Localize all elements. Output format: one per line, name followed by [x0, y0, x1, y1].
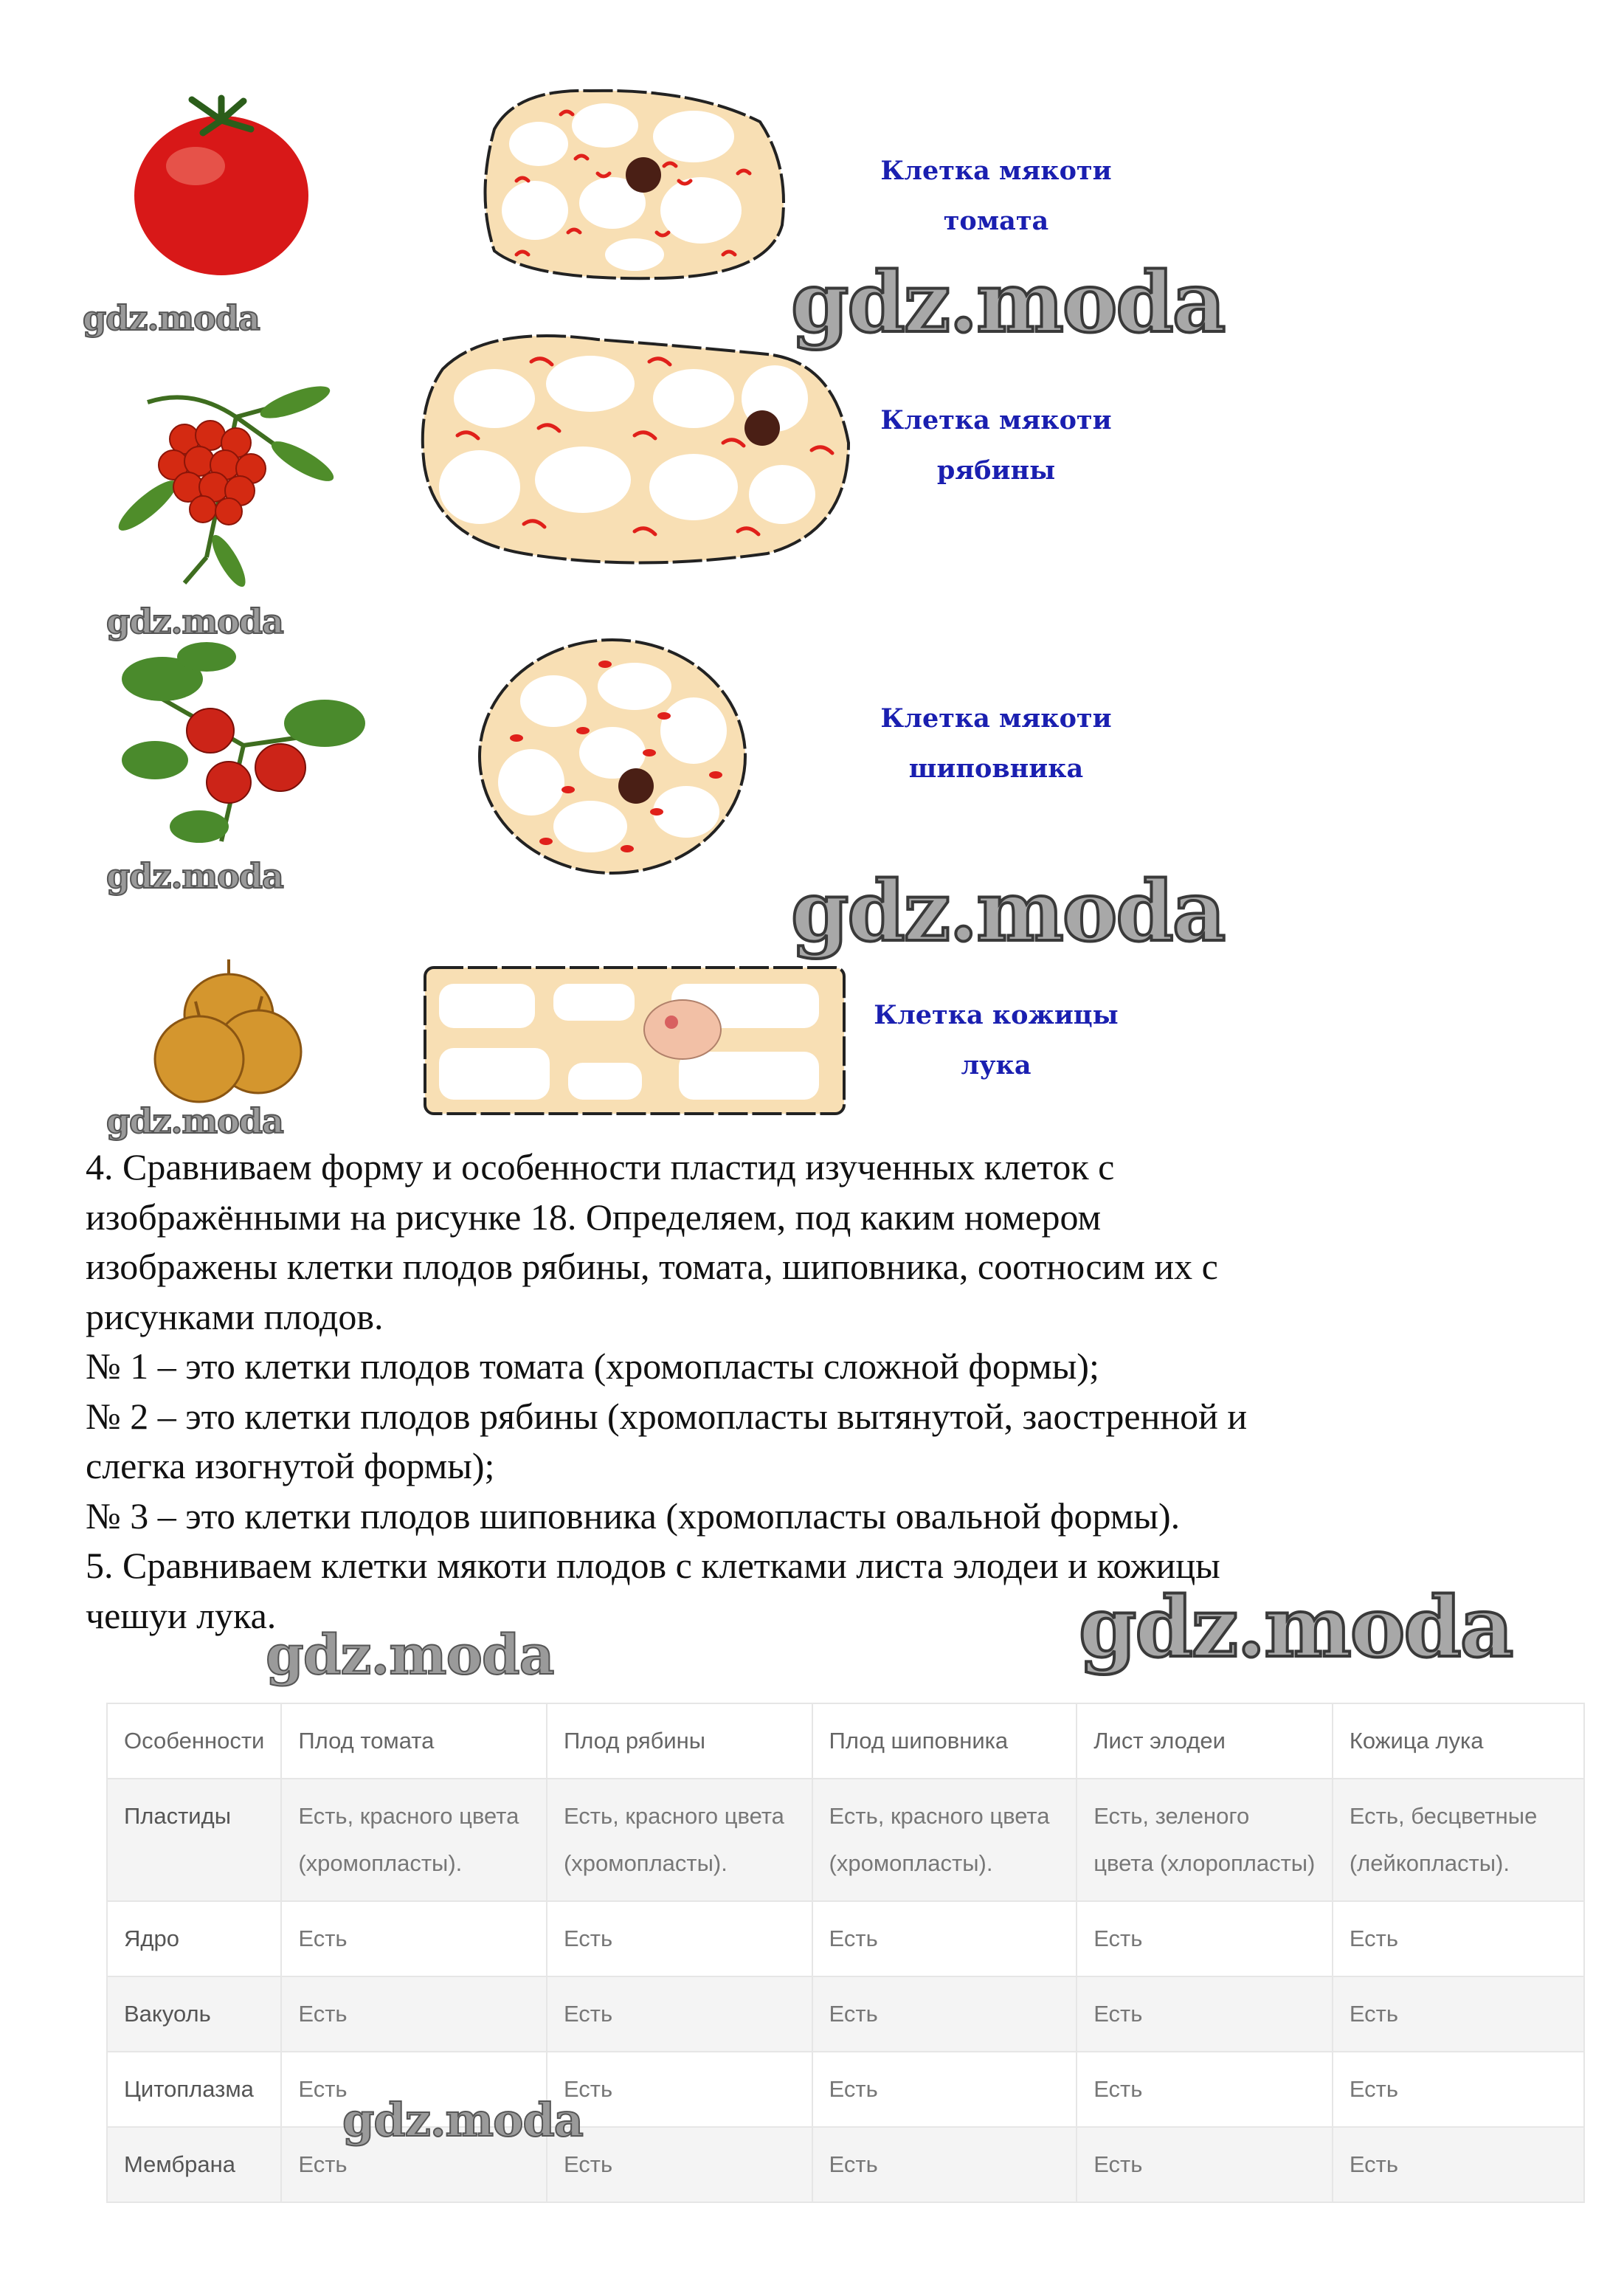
rowan-cell-diagram: [413, 317, 856, 572]
caption-line: Клетка мякоти: [880, 703, 1112, 734]
table-cell: Есть: [812, 2127, 1077, 2202]
table-row: [107, 1976, 1584, 2052]
table-row-label: Мембрана: [107, 2127, 281, 2202]
table-cell: Есть, бесцветные (лейкопласты).: [1333, 1779, 1584, 1901]
text-line: рисунками плодов.: [86, 1295, 384, 1337]
watermark: gdz.moda: [106, 856, 283, 896]
tomato-image: [125, 92, 317, 284]
watermark: gdz.moda: [342, 2093, 583, 2147]
table-cell: Есть, красного цвета (хромопласты).: [281, 1779, 547, 1901]
table-cell: Есть: [1077, 1901, 1333, 1976]
caption-line: Клетка кожицы: [874, 1000, 1119, 1030]
watermark: gdz.moda: [83, 298, 260, 338]
table-cell: Есть: [1333, 2052, 1584, 2127]
text-line: слегка изогнутой формы);: [86, 1445, 495, 1486]
watermark: gdz.moda: [106, 601, 283, 641]
table-cell: Есть: [547, 2127, 812, 2202]
table-row: [107, 2127, 1584, 2202]
table-header-row: [107, 1703, 1584, 1779]
caption-line: Клетка мякоти: [880, 156, 1112, 186]
caption-line: томата: [943, 206, 1049, 236]
caption-line: шиповника: [908, 754, 1084, 784]
caption-line: Клетка мякоти: [880, 405, 1112, 435]
table-cell: Есть: [1077, 2127, 1333, 2202]
text-line: чешуи лука.: [86, 1594, 277, 1636]
text-line: изображены клетки плодов рябины, томата, шиповника, соотносим их с: [86, 1246, 1218, 1287]
caption-tomato-cell: [841, 146, 1151, 247]
table-cell: Есть: [1333, 1976, 1584, 2052]
text-line: № 3 – это клетки плодов шиповника (хромопласты овальной формы).: [86, 1495, 1181, 1537]
table-header-cell: Плод рябины: [547, 1703, 812, 1779]
onion-image: [148, 956, 310, 1111]
text-line: изображёнными на рисунке 18. Определяем, под каким номером: [86, 1196, 1102, 1238]
tomato-cell-diagram: [472, 85, 789, 288]
table-header-cell: Лист элодеи: [1077, 1703, 1333, 1779]
answer-text: [86, 1142, 1532, 1641]
caption-line: рябины: [936, 455, 1056, 486]
table-cell: Есть, красного цвета (хромопласты).: [547, 1779, 812, 1901]
watermark: gdz.moda: [266, 1624, 554, 1687]
table-cell: Есть, зеленого цвета (хлоропласты): [1077, 1779, 1333, 1901]
watermark: gdz.moda: [791, 863, 1225, 960]
watermark: gdz.moda: [791, 255, 1225, 351]
caption-onion-cell: [841, 990, 1151, 1091]
table-cell: Есть: [812, 2052, 1077, 2127]
text-line: 4. Сравниваем форму и особенности пластид изученных клеток с: [86, 1146, 1115, 1187]
table-row: [107, 1901, 1584, 1976]
table-row-label: Вакуоль: [107, 1976, 281, 2052]
table-row-label: Пластиды: [107, 1779, 281, 1901]
caption-rowan-cell: [841, 396, 1151, 496]
watermark: gdz.moda: [106, 1101, 283, 1141]
table-row-label: Цитоплазма: [107, 2052, 281, 2127]
table-cell: Есть: [812, 1901, 1077, 1976]
text-line: № 2 – это клетки плодов рябины (хромопласты вытянутой, заостренной и: [86, 1395, 1248, 1437]
table-cell: Есть: [281, 2052, 547, 2127]
table-header-cell: Кожица лука: [1333, 1703, 1584, 1779]
watermark: gdz.moda: [1079, 1579, 1513, 1676]
table-row: [107, 1779, 1584, 1901]
onion-cell-diagram: [421, 963, 849, 1118]
table-header-cell: Особенности: [107, 1703, 281, 1779]
table-cell: Есть: [281, 1901, 547, 1976]
table-cell: Есть: [281, 2127, 547, 2202]
table-cell: Есть: [547, 1901, 812, 1976]
text-line: № 1 – это клетки плодов томата (хромопласты сложной формы);: [86, 1345, 1099, 1387]
rosehip-cell-diagram: [472, 635, 753, 878]
table-cell: Есть: [547, 1976, 812, 2052]
table-row-label: Ядро: [107, 1901, 281, 1976]
table-cell: Есть, красного цвета (хромопласты).: [812, 1779, 1077, 1901]
caption-rosehip-cell: [841, 694, 1151, 794]
table-cell: Есть: [1333, 2127, 1584, 2202]
table-row: [107, 2052, 1584, 2127]
caption-line: лука: [961, 1050, 1032, 1080]
table-cell: Есть: [1077, 2052, 1333, 2127]
table-header-cell: Плод шиповника: [812, 1703, 1077, 1779]
table-cell: Есть: [281, 1976, 547, 2052]
table-cell: Есть: [812, 1976, 1077, 2052]
rosehip-image: [111, 642, 369, 856]
text-line: 5. Сравниваем клетки мякоти плодов с клетками листа элодеи и кожицы: [86, 1545, 1220, 1586]
table-header-cell: Плод томата: [281, 1703, 547, 1779]
table-cell: Есть: [1333, 1901, 1584, 1976]
rowan-image: [103, 373, 354, 594]
table-cell: Есть: [547, 2052, 812, 2127]
table-cell: Есть: [1077, 1976, 1333, 2052]
comparison-table: [106, 1703, 1585, 2203]
